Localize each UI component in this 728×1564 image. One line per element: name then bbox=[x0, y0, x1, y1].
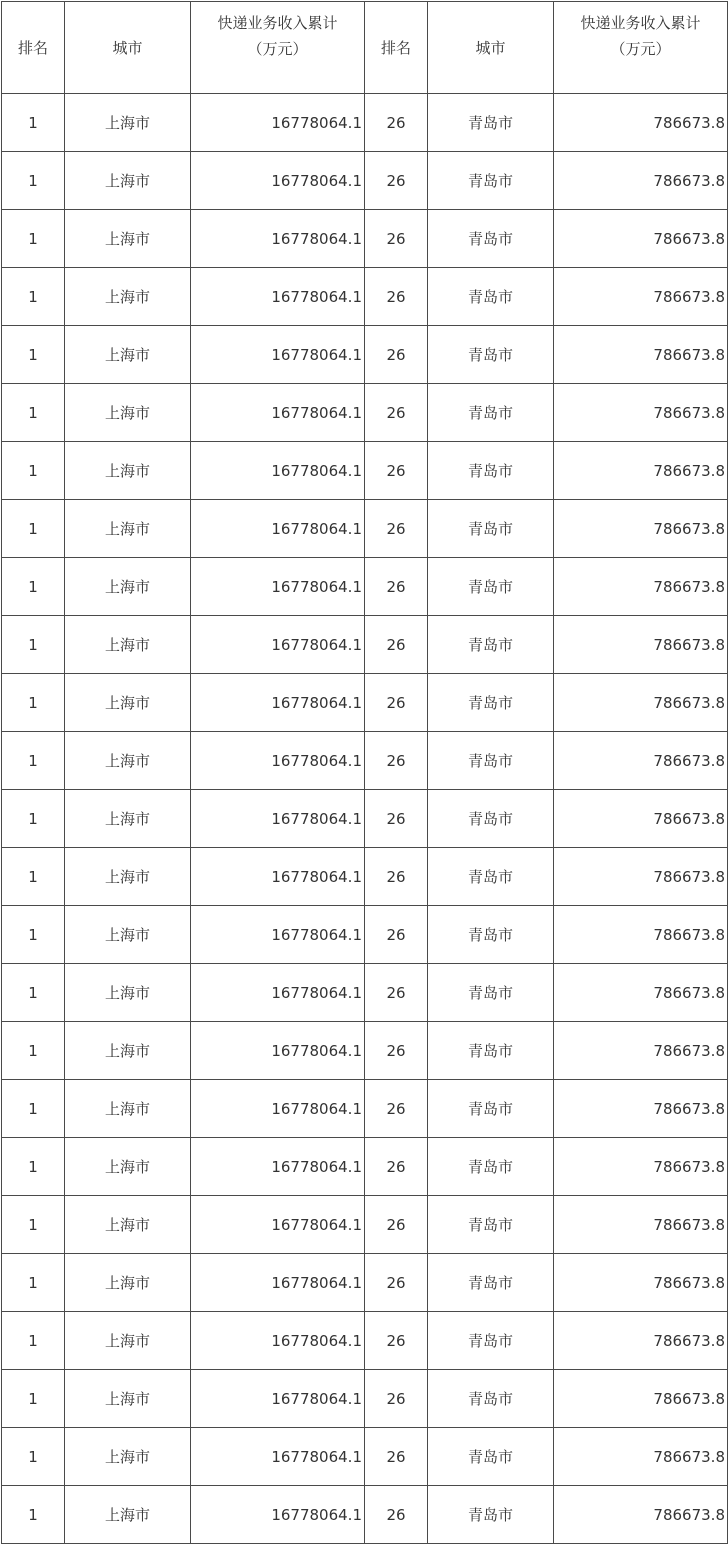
city-cell-left: 上海市 bbox=[65, 1080, 191, 1138]
revenue-cell-right: 786673.8 bbox=[554, 1312, 728, 1370]
city-cell-right: 青岛市 bbox=[428, 152, 554, 210]
revenue-cell-left: 16778064.1 bbox=[191, 848, 365, 906]
revenue-cell-right: 786673.8 bbox=[554, 1138, 728, 1196]
table-row bbox=[2, 964, 728, 1022]
city-cell-left: 上海市 bbox=[65, 152, 191, 210]
table-row bbox=[2, 326, 728, 384]
city-cell-right: 青岛市 bbox=[428, 326, 554, 384]
city-cell-right: 青岛市 bbox=[428, 906, 554, 964]
rank-cell-right: 26 bbox=[365, 1196, 428, 1254]
revenue-cell-left: 16778064.1 bbox=[191, 152, 365, 210]
revenue-cell-left: 16778064.1 bbox=[191, 1138, 365, 1196]
revenue-cell-right: 786673.8 bbox=[554, 906, 728, 964]
city-cell-left: 上海市 bbox=[65, 616, 191, 674]
city-cell-right: 青岛市 bbox=[428, 384, 554, 442]
revenue-cell-left: 16778064.1 bbox=[191, 558, 365, 616]
revenue-cell-left: 16778064.1 bbox=[191, 500, 365, 558]
revenue-cell-right: 786673.8 bbox=[554, 1080, 728, 1138]
table-row bbox=[2, 1486, 728, 1544]
city-cell-right: 青岛市 bbox=[428, 616, 554, 674]
city-cell-right: 青岛市 bbox=[428, 94, 554, 152]
city-cell-right: 青岛市 bbox=[428, 1022, 554, 1080]
revenue-cell-right: 786673.8 bbox=[554, 210, 728, 268]
header-revenue-unit: （万元） bbox=[610, 40, 671, 58]
table-row bbox=[2, 1138, 728, 1196]
city-cell-right: 青岛市 bbox=[428, 964, 554, 1022]
city-cell-right: 青岛市 bbox=[428, 674, 554, 732]
rank-cell-left: 1 bbox=[2, 326, 65, 384]
revenue-cell-right: 786673.8 bbox=[554, 616, 728, 674]
city-cell-left: 上海市 bbox=[65, 790, 191, 848]
city-cell-right: 青岛市 bbox=[428, 1196, 554, 1254]
express-revenue-ranking-table bbox=[1, 1, 728, 1544]
header-city-left: 城市 bbox=[65, 2, 191, 94]
table-row bbox=[2, 1080, 728, 1138]
rank-cell-right: 26 bbox=[365, 268, 428, 326]
city-cell-left: 上海市 bbox=[65, 558, 191, 616]
rank-cell-left: 1 bbox=[2, 384, 65, 442]
header-revenue-left bbox=[191, 2, 365, 94]
rank-cell-left: 1 bbox=[2, 906, 65, 964]
rank-cell-right: 26 bbox=[365, 1312, 428, 1370]
rank-cell-right: 26 bbox=[365, 964, 428, 1022]
revenue-cell-right: 786673.8 bbox=[554, 848, 728, 906]
city-cell-left: 上海市 bbox=[65, 848, 191, 906]
rank-cell-right: 26 bbox=[365, 674, 428, 732]
table-row bbox=[2, 1370, 728, 1428]
header-rank-right: 排名 bbox=[365, 2, 428, 94]
rank-cell-right: 26 bbox=[365, 94, 428, 152]
city-cell-left: 上海市 bbox=[65, 1196, 191, 1254]
revenue-cell-right: 786673.8 bbox=[554, 964, 728, 1022]
city-cell-left: 上海市 bbox=[65, 1254, 191, 1312]
revenue-cell-right: 786673.8 bbox=[554, 1370, 728, 1428]
table-row bbox=[2, 616, 728, 674]
city-cell-left: 上海市 bbox=[65, 384, 191, 442]
rank-cell-right: 26 bbox=[365, 1022, 428, 1080]
rank-cell-left: 1 bbox=[2, 790, 65, 848]
rank-cell-left: 1 bbox=[2, 1428, 65, 1486]
rank-cell-left: 1 bbox=[2, 732, 65, 790]
city-cell-left: 上海市 bbox=[65, 442, 191, 500]
city-cell-left: 上海市 bbox=[65, 906, 191, 964]
rank-cell-right: 26 bbox=[365, 558, 428, 616]
rank-cell-right: 26 bbox=[365, 500, 428, 558]
rank-cell-right: 26 bbox=[365, 616, 428, 674]
revenue-cell-right: 786673.8 bbox=[554, 1428, 728, 1486]
city-cell-right: 青岛市 bbox=[428, 1486, 554, 1544]
table-body bbox=[2, 94, 728, 1544]
revenue-cell-left: 16778064.1 bbox=[191, 1428, 365, 1486]
city-cell-left: 上海市 bbox=[65, 1486, 191, 1544]
city-cell-right: 青岛市 bbox=[428, 848, 554, 906]
rank-cell-left: 1 bbox=[2, 94, 65, 152]
revenue-cell-right: 786673.8 bbox=[554, 674, 728, 732]
rank-cell-left: 1 bbox=[2, 964, 65, 1022]
revenue-cell-right: 786673.8 bbox=[554, 1022, 728, 1080]
table-row bbox=[2, 152, 728, 210]
table-row bbox=[2, 558, 728, 616]
revenue-cell-right: 786673.8 bbox=[554, 152, 728, 210]
rank-cell-left: 1 bbox=[2, 558, 65, 616]
revenue-cell-left: 16778064.1 bbox=[191, 616, 365, 674]
revenue-cell-left: 16778064.1 bbox=[191, 964, 365, 1022]
rank-cell-left: 1 bbox=[2, 1370, 65, 1428]
city-cell-right: 青岛市 bbox=[428, 1254, 554, 1312]
revenue-cell-left: 16778064.1 bbox=[191, 1370, 365, 1428]
revenue-cell-left: 16778064.1 bbox=[191, 1312, 365, 1370]
revenue-cell-left: 16778064.1 bbox=[191, 1022, 365, 1080]
revenue-cell-left: 16778064.1 bbox=[191, 1196, 365, 1254]
rank-cell-right: 26 bbox=[365, 1428, 428, 1486]
table-row bbox=[2, 268, 728, 326]
table-row bbox=[2, 384, 728, 442]
revenue-cell-left: 16778064.1 bbox=[191, 384, 365, 442]
table-row bbox=[2, 790, 728, 848]
revenue-cell-left: 16778064.1 bbox=[191, 326, 365, 384]
revenue-cell-right: 786673.8 bbox=[554, 732, 728, 790]
revenue-cell-right: 786673.8 bbox=[554, 1254, 728, 1312]
revenue-cell-right: 786673.8 bbox=[554, 94, 728, 152]
rank-cell-left: 1 bbox=[2, 674, 65, 732]
rank-cell-right: 26 bbox=[365, 732, 428, 790]
revenue-cell-right: 786673.8 bbox=[554, 790, 728, 848]
table-row bbox=[2, 1254, 728, 1312]
revenue-cell-left: 16778064.1 bbox=[191, 674, 365, 732]
rank-cell-right: 26 bbox=[365, 326, 428, 384]
header-revenue-title: 快递业务收入累计 bbox=[580, 14, 701, 32]
table-row bbox=[2, 732, 728, 790]
city-cell-left: 上海市 bbox=[65, 268, 191, 326]
city-cell-right: 青岛市 bbox=[428, 442, 554, 500]
city-cell-right: 青岛市 bbox=[428, 268, 554, 326]
rank-cell-right: 26 bbox=[365, 906, 428, 964]
rank-cell-left: 1 bbox=[2, 152, 65, 210]
rank-cell-right: 26 bbox=[365, 1138, 428, 1196]
table-row bbox=[2, 848, 728, 906]
rank-cell-left: 1 bbox=[2, 1080, 65, 1138]
city-cell-left: 上海市 bbox=[65, 1312, 191, 1370]
table-row bbox=[2, 906, 728, 964]
rank-cell-right: 26 bbox=[365, 790, 428, 848]
city-cell-right: 青岛市 bbox=[428, 1370, 554, 1428]
revenue-cell-left: 16778064.1 bbox=[191, 210, 365, 268]
rank-cell-right: 26 bbox=[365, 1254, 428, 1312]
table-row bbox=[2, 1428, 728, 1486]
revenue-cell-left: 16778064.1 bbox=[191, 732, 365, 790]
city-cell-left: 上海市 bbox=[65, 674, 191, 732]
revenue-cell-left: 16778064.1 bbox=[191, 442, 365, 500]
header-revenue-right bbox=[554, 2, 728, 94]
rank-cell-left: 1 bbox=[2, 1254, 65, 1312]
revenue-cell-right: 786673.8 bbox=[554, 268, 728, 326]
city-cell-left: 上海市 bbox=[65, 1022, 191, 1080]
city-cell-left: 上海市 bbox=[65, 500, 191, 558]
revenue-cell-left: 16778064.1 bbox=[191, 1080, 365, 1138]
revenue-cell-right: 786673.8 bbox=[554, 1196, 728, 1254]
table-row bbox=[2, 210, 728, 268]
city-cell-right: 青岛市 bbox=[428, 1138, 554, 1196]
rank-cell-left: 1 bbox=[2, 210, 65, 268]
table-row bbox=[2, 674, 728, 732]
city-cell-left: 上海市 bbox=[65, 1370, 191, 1428]
table-row bbox=[2, 500, 728, 558]
rank-cell-left: 1 bbox=[2, 1312, 65, 1370]
city-cell-left: 上海市 bbox=[65, 1428, 191, 1486]
city-cell-right: 青岛市 bbox=[428, 558, 554, 616]
rank-cell-right: 26 bbox=[365, 210, 428, 268]
table-header bbox=[2, 2, 728, 94]
revenue-cell-right: 786673.8 bbox=[554, 500, 728, 558]
city-cell-right: 青岛市 bbox=[428, 790, 554, 848]
rank-cell-right: 26 bbox=[365, 848, 428, 906]
revenue-cell-left: 16778064.1 bbox=[191, 906, 365, 964]
revenue-cell-left: 16778064.1 bbox=[191, 268, 365, 326]
table-row bbox=[2, 1312, 728, 1370]
rank-cell-left: 1 bbox=[2, 442, 65, 500]
rank-cell-right: 26 bbox=[365, 384, 428, 442]
rank-cell-right: 26 bbox=[365, 1080, 428, 1138]
header-rank-left: 排名 bbox=[2, 2, 65, 94]
city-cell-right: 青岛市 bbox=[428, 1428, 554, 1486]
city-cell-right: 青岛市 bbox=[428, 732, 554, 790]
table-row bbox=[2, 1022, 728, 1080]
rank-cell-right: 26 bbox=[365, 152, 428, 210]
revenue-cell-left: 16778064.1 bbox=[191, 790, 365, 848]
table-row bbox=[2, 94, 728, 152]
rank-cell-left: 1 bbox=[2, 1196, 65, 1254]
table-row bbox=[2, 1196, 728, 1254]
revenue-cell-right: 786673.8 bbox=[554, 384, 728, 442]
rank-cell-right: 26 bbox=[365, 1486, 428, 1544]
rank-cell-left: 1 bbox=[2, 1138, 65, 1196]
rank-cell-left: 1 bbox=[2, 616, 65, 674]
revenue-cell-right: 786673.8 bbox=[554, 326, 728, 384]
header-revenue-unit: （万元） bbox=[247, 40, 308, 58]
rank-cell-left: 1 bbox=[2, 500, 65, 558]
city-cell-left: 上海市 bbox=[65, 964, 191, 1022]
header-city-right: 城市 bbox=[428, 2, 554, 94]
revenue-cell-left: 16778064.1 bbox=[191, 1254, 365, 1312]
revenue-cell-right: 786673.8 bbox=[554, 442, 728, 500]
header-revenue-title: 快递业务收入累计 bbox=[217, 14, 338, 32]
revenue-cell-right: 786673.8 bbox=[554, 1486, 728, 1544]
revenue-cell-left: 16778064.1 bbox=[191, 1486, 365, 1544]
revenue-cell-right: 786673.8 bbox=[554, 558, 728, 616]
rank-cell-left: 1 bbox=[2, 1486, 65, 1544]
rank-cell-left: 1 bbox=[2, 1022, 65, 1080]
city-cell-left: 上海市 bbox=[65, 732, 191, 790]
header-row bbox=[2, 2, 728, 94]
rank-cell-right: 26 bbox=[365, 1370, 428, 1428]
city-cell-right: 青岛市 bbox=[428, 1312, 554, 1370]
rank-cell-left: 1 bbox=[2, 268, 65, 326]
city-cell-right: 青岛市 bbox=[428, 1080, 554, 1138]
city-cell-left: 上海市 bbox=[65, 94, 191, 152]
table-row bbox=[2, 442, 728, 500]
city-cell-left: 上海市 bbox=[65, 326, 191, 384]
city-cell-right: 青岛市 bbox=[428, 500, 554, 558]
revenue-cell-left: 16778064.1 bbox=[191, 94, 365, 152]
rank-cell-right: 26 bbox=[365, 442, 428, 500]
city-cell-left: 上海市 bbox=[65, 1138, 191, 1196]
city-cell-left: 上海市 bbox=[65, 210, 191, 268]
rank-cell-left: 1 bbox=[2, 848, 65, 906]
city-cell-right: 青岛市 bbox=[428, 210, 554, 268]
